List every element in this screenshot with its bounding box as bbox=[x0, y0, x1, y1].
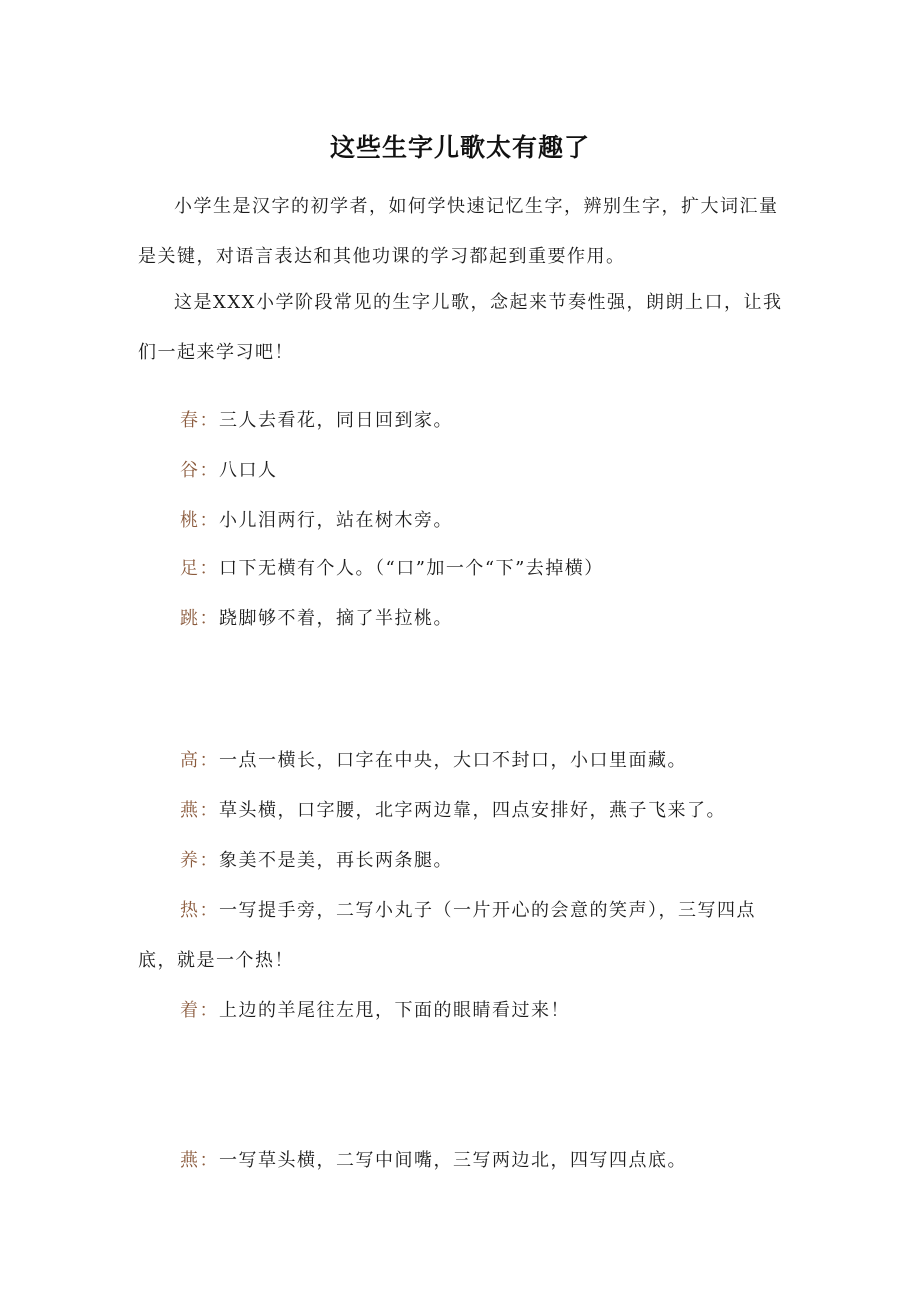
rhyme-character: 热： bbox=[180, 900, 219, 921]
rhyme-item bbox=[138, 446, 788, 496]
rhyme-item bbox=[138, 886, 788, 986]
rhyme-text: 跷脚够不着，摘了半拉桃。 bbox=[219, 608, 453, 629]
rhyme-character: 养： bbox=[180, 850, 219, 871]
intro-paragraph-1: 小学生是汉字的初学者，如何学快速记忆生字，辨别生字，扩大词汇量是关键，对语言表达和其他功课的学习都起到重要作用。 bbox=[138, 196, 779, 267]
intro-paragraph-2: 这是XXX小学阶段常见的生字儿歌，念起来节奏性强，朗朗上口，让我们一起来学习吧！ bbox=[138, 292, 783, 363]
rhyme-text: 上边的羊尾往左甩，下面的眼睛看过来！ bbox=[219, 1000, 570, 1021]
rhyme-item bbox=[138, 986, 788, 1036]
page-title: 这些生字儿歌太有趣了 bbox=[329, 133, 590, 162]
rhyme-text: 小儿泪两行，站在树木旁。 bbox=[219, 510, 453, 531]
rhyme-item bbox=[138, 786, 788, 836]
rhyme-item bbox=[138, 836, 788, 886]
rhyme-text: 八口人 bbox=[219, 460, 278, 481]
rhyme-item bbox=[138, 396, 788, 446]
rhyme-item bbox=[138, 594, 788, 644]
rhyme-item bbox=[138, 736, 788, 786]
rhyme-character: 燕： bbox=[180, 1150, 219, 1171]
rhyme-character: 燕： bbox=[180, 800, 219, 821]
rhyme-text: 草头横，口字腰，北字两边靠，四点安排好，燕子飞来了。 bbox=[219, 800, 726, 821]
rhyme-text: 一写草头横，二写中间嘴，三写两边北，四写四点底。 bbox=[219, 1150, 687, 1171]
rhyme-item bbox=[138, 496, 788, 546]
rhyme-item bbox=[138, 1136, 788, 1186]
rhyme-text: 一写提手旁，二写小丸子（一片开心的会意的笑声），三写四点底，就是一个热！ bbox=[138, 900, 756, 971]
rhyme-character: 跳： bbox=[180, 608, 219, 629]
rhyme-character: 春： bbox=[180, 410, 219, 431]
rhyme-item bbox=[138, 544, 788, 594]
rhyme-text: 口下无横有个人。（“口”加一个“下”去掉横） bbox=[219, 558, 604, 579]
rhyme-character: 高： bbox=[180, 750, 219, 771]
rhyme-character: 足： bbox=[180, 558, 219, 579]
rhyme-text: 三人去看花，同日回到家。 bbox=[219, 410, 453, 431]
rhyme-character: 谷： bbox=[180, 460, 219, 481]
rhyme-character: 桃： bbox=[180, 510, 219, 531]
rhyme-text: 一点一横长，口字在中央，大口不封口，小口里面藏。 bbox=[219, 750, 687, 771]
rhyme-character: 着： bbox=[180, 1000, 219, 1021]
rhyme-text: 象美不是美，再长两条腿。 bbox=[219, 850, 453, 871]
